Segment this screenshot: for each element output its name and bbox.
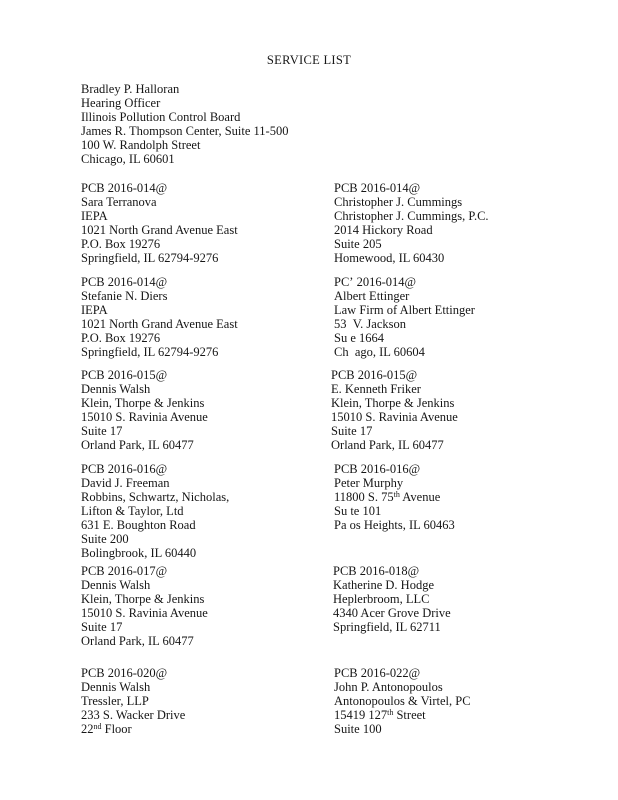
floor-label: Floor xyxy=(101,722,132,736)
contact-address-2: 100 W. Randolph Street xyxy=(81,138,201,152)
entry-city: Orland Park, IL 60477 xyxy=(81,438,194,452)
service-entry xyxy=(81,462,229,560)
entry-city: Springfield, IL 62794-9276 xyxy=(81,251,219,265)
address-street: Street xyxy=(393,708,426,722)
service-entry xyxy=(81,368,208,452)
case-number: PCB 2016-015@ xyxy=(81,368,168,382)
entry-address: 1021 North Grand Avenue East xyxy=(81,223,238,237)
entry-city: Pa os Heights, IL 60463 xyxy=(334,518,455,532)
entry-name: John P. Antonopoulos xyxy=(334,680,443,694)
contact-title: Hearing Officer xyxy=(81,96,161,110)
case-number: PCB 2016-016@ xyxy=(334,462,421,476)
floor-number: 22 xyxy=(81,722,94,736)
entry-address xyxy=(81,722,185,736)
entry-name: Sara Terranova xyxy=(81,195,157,209)
service-entry xyxy=(334,181,489,265)
document-title: SERVICE LIST xyxy=(266,53,352,67)
entry-name: Dennis Walsh xyxy=(81,382,151,396)
case-number: PCB 2016-017@ xyxy=(81,564,168,578)
entry-city: Springfield, IL 62794-9276 xyxy=(81,345,219,359)
entry-org: IEPA xyxy=(81,209,108,223)
entry-name: Stefanie N. Diers xyxy=(81,289,168,303)
case-number: PCB 2016-020@ xyxy=(81,666,168,680)
entry-address: 4340 Acer Grove Drive xyxy=(333,606,451,620)
entry-org: Klein, Thorpe & Jenkins xyxy=(81,592,205,606)
service-entry xyxy=(81,275,238,359)
case-number: PCB 2016-016@ xyxy=(81,462,168,476)
entry-address: Su te 101 xyxy=(334,504,382,518)
case-number: PCB 2016-018@ xyxy=(333,564,420,578)
service-entry xyxy=(81,564,208,648)
contact-org: Illinois Pollution Control Board xyxy=(81,110,241,124)
contact-name: Bradley P. Halloran xyxy=(81,82,180,96)
entry-name: Katherine D. Hodge xyxy=(333,578,435,592)
contact-city: Chicago, IL 60601 xyxy=(81,152,175,166)
service-entry xyxy=(333,564,451,634)
entry-address: 1021 North Grand Avenue East xyxy=(81,317,238,331)
entry-city: Orland Park, IL 60477 xyxy=(331,438,444,452)
entry-address: 631 E. Boughton Road xyxy=(81,518,196,532)
entry-org: Antonopoulos & Virtel, PC xyxy=(334,694,471,708)
main-contact-block xyxy=(81,82,288,166)
ordinal-suffix: th xyxy=(387,708,394,717)
entry-address: Suite 205 xyxy=(334,237,382,251)
entry-city: Bolingbrook, IL 60440 xyxy=(81,546,197,560)
case-number: PCB 2016-014@ xyxy=(334,181,421,195)
entry-org: Klein, Thorpe & Jenkins xyxy=(331,396,455,410)
entry-org: IEPA xyxy=(81,303,108,317)
entry-org: Law Firm of Albert Ettinger xyxy=(334,303,475,317)
entry-address: 53 V. Jackson xyxy=(334,317,406,331)
service-entry xyxy=(334,275,475,359)
entry-org: Klein, Thorpe & Jenkins xyxy=(81,396,205,410)
case-number: PCB 2016-015@ xyxy=(331,368,418,382)
address-number: 15419 127 xyxy=(334,708,388,722)
entry-address xyxy=(334,708,471,722)
entry-org: Tressler, LLP xyxy=(81,694,149,708)
entry-address: 15010 S. Ravinia Avenue xyxy=(81,410,208,424)
entry-address: Suite 17 xyxy=(331,424,373,438)
entry-name: Dennis Walsh xyxy=(81,578,151,592)
entry-address: 2014 Hickory Road xyxy=(334,223,433,237)
entry-name: Peter Murphy xyxy=(334,476,404,490)
entry-name: Dennis Walsh xyxy=(81,680,151,694)
entry-city: Orland Park, IL 60477 xyxy=(81,634,194,648)
ordinal-suffix: th xyxy=(393,490,400,499)
entry-address: Suite 100 xyxy=(334,722,382,736)
entry-address: Suite 17 xyxy=(81,620,123,634)
case-number: PCB 2016-014@ xyxy=(81,275,168,289)
case-number: PCB 2016-022@ xyxy=(334,666,421,680)
entry-org: Heplerbroom, LLC xyxy=(333,592,430,606)
case-number: PCB 2016-014@ xyxy=(81,181,168,195)
entry-address: Su e 1664 xyxy=(334,331,384,345)
service-entry xyxy=(81,666,185,736)
entry-city: Homewood, IL 60430 xyxy=(334,251,445,265)
entry-address: Suite 17 xyxy=(81,424,123,438)
service-entry xyxy=(334,666,471,736)
entry-address: Suite 200 xyxy=(81,532,129,546)
entry-address xyxy=(334,490,455,504)
service-entry xyxy=(334,462,455,532)
address-street: Avenue xyxy=(399,490,441,504)
service-entry xyxy=(331,368,458,452)
service-entry xyxy=(81,181,238,265)
entry-name: Albert Ettinger xyxy=(334,289,410,303)
entry-address: 15010 S. Ravinia Avenue xyxy=(81,606,208,620)
entry-address: P.O. Box 19276 xyxy=(81,331,161,345)
ordinal-suffix: nd xyxy=(93,722,102,731)
entry-address: 15010 S. Ravinia Avenue xyxy=(331,410,458,424)
entry-city: Ch ago, IL 60604 xyxy=(334,345,425,359)
case-number: PCʼ 2016-014@ xyxy=(334,275,417,289)
contact-address-1: James R. Thompson Center, Suite 11-500 xyxy=(81,124,289,138)
entry-org: Robbins, Schwartz, Nicholas, xyxy=(81,490,230,504)
address-number: 11800 S. 75 xyxy=(334,490,394,504)
entry-org: Lifton & Taylor, Ltd xyxy=(81,504,184,518)
entry-name: Christopher J. Cummings xyxy=(334,195,463,209)
entry-address: 233 S. Wacker Drive xyxy=(81,708,186,722)
entry-city: Springfield, IL 62711 xyxy=(333,620,441,634)
entry-address: P.O. Box 19276 xyxy=(81,237,161,251)
entry-name: David J. Freeman xyxy=(81,476,170,490)
entry-org: Christopher J. Cummings, P.C. xyxy=(334,209,489,223)
entry-name: E. Kenneth Friker xyxy=(331,382,421,396)
